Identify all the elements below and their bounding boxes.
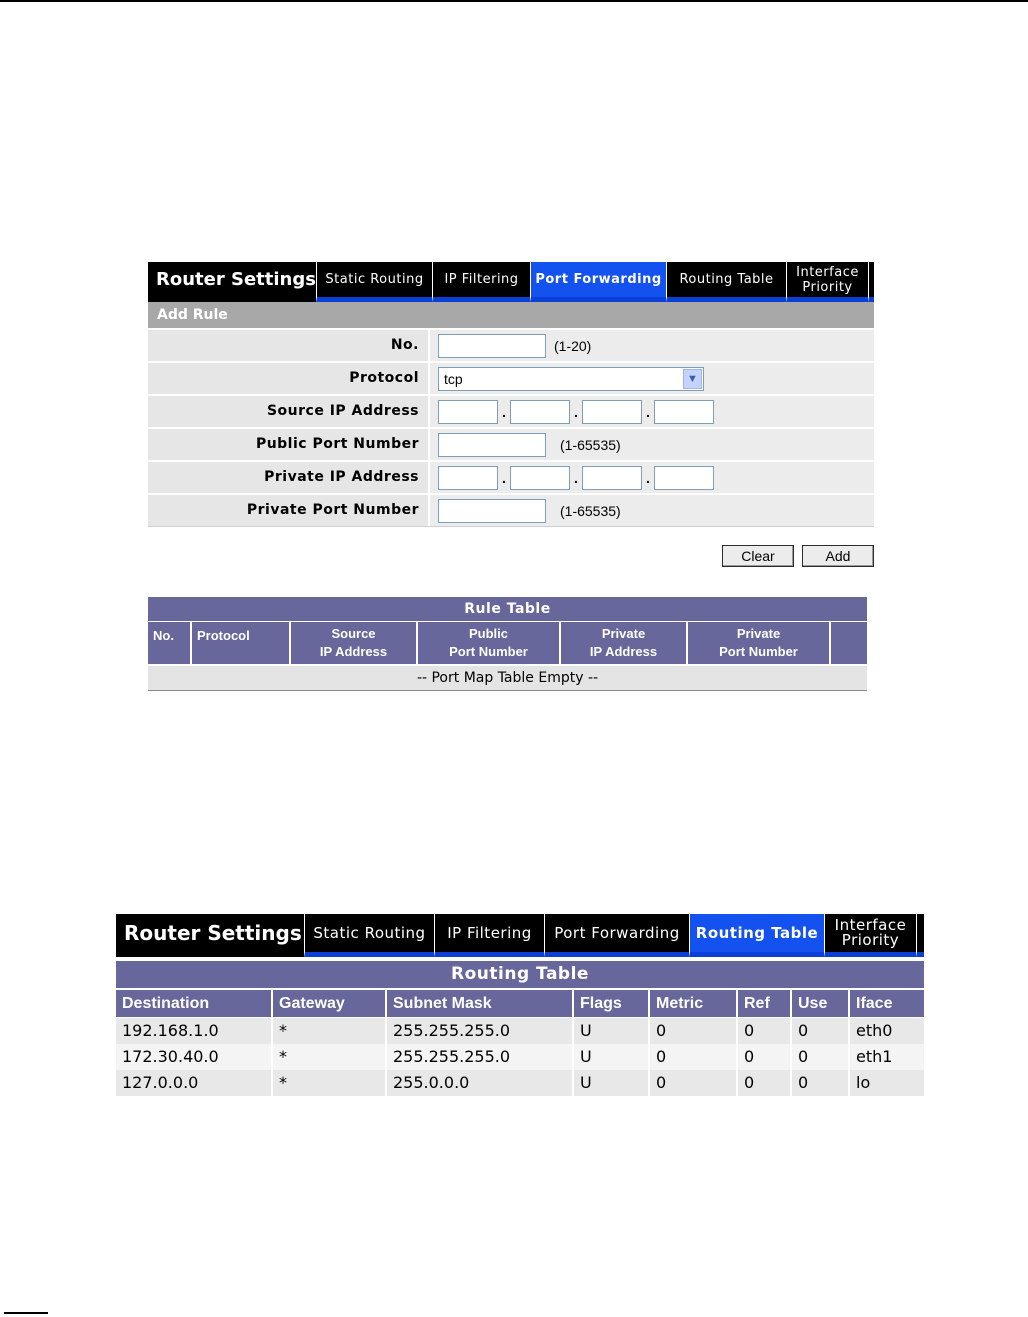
tab-routing-table[interactable]: Routing Table bbox=[689, 914, 824, 957]
public-port-input[interactable] bbox=[438, 433, 546, 457]
routing-table-title: Routing Table bbox=[116, 961, 924, 988]
tab-ip-filtering[interactable]: IP Filtering bbox=[432, 262, 530, 302]
private-ip-octet-2[interactable] bbox=[510, 466, 570, 490]
private-ip-value-cell bbox=[430, 462, 874, 493]
route-cell-subnet-mask: 255.0.0.0 bbox=[387, 1070, 572, 1096]
protocol-value-cell bbox=[430, 363, 874, 394]
route-col-destination: Destination bbox=[116, 990, 271, 1017]
footer-rule bbox=[4, 1312, 48, 1314]
no-value-cell bbox=[430, 330, 874, 361]
add-button[interactable]: Add bbox=[802, 545, 874, 567]
route-cell-use: 0 bbox=[792, 1018, 848, 1044]
source-ip-octet-3[interactable] bbox=[582, 400, 642, 424]
tab-interface-priority-line2: Priority bbox=[802, 279, 853, 295]
route-cell-gateway: * bbox=[273, 1044, 385, 1070]
private-ip-octet-4[interactable] bbox=[654, 466, 714, 490]
no-input[interactable] bbox=[438, 334, 546, 358]
tab-interface-priority-line2: Priority bbox=[841, 931, 900, 949]
tabbar-end bbox=[868, 262, 874, 302]
route-col-iface: Iface bbox=[850, 990, 924, 1017]
rule-col-private-port-line1: Private bbox=[736, 626, 781, 641]
source-ip-octet-2[interactable] bbox=[510, 400, 570, 424]
rule-table-empty-message: -- Port Map Table Empty -- bbox=[148, 666, 867, 691]
route-cell-destination: 172.30.40.0 bbox=[116, 1044, 271, 1070]
tab-ip-filtering[interactable]: IP Filtering bbox=[434, 914, 544, 957]
route-cell-use: 0 bbox=[792, 1070, 848, 1096]
ip-dot: . bbox=[646, 403, 650, 420]
tab-port-forwarding[interactable]: Port Forwarding bbox=[530, 262, 666, 302]
route-cell-gateway: * bbox=[273, 1018, 385, 1044]
route-cell-gateway: * bbox=[273, 1070, 385, 1096]
source-ip-octet-4[interactable] bbox=[654, 400, 714, 424]
route-cell-ref: 0 bbox=[738, 1070, 790, 1096]
ip-dot: . bbox=[574, 403, 578, 420]
route-cell-subnet-mask: 255.255.255.0 bbox=[387, 1018, 572, 1044]
rule-col-private-ip bbox=[561, 622, 686, 664]
rule-col-protocol: Protocol bbox=[192, 622, 289, 664]
route-col-ref: Ref bbox=[738, 990, 790, 1017]
add-rule-header: Add Rule bbox=[148, 302, 874, 328]
tab-interface-priority-line1: Interface bbox=[796, 264, 859, 280]
route-cell-flags: U bbox=[574, 1018, 648, 1044]
ip-dot: . bbox=[646, 469, 650, 486]
public-port-label: Public Port Number bbox=[148, 429, 428, 460]
add-rule-form bbox=[148, 328, 874, 527]
route-cell-metric: 0 bbox=[650, 1070, 736, 1096]
route-cell-iface: eth1 bbox=[850, 1044, 924, 1070]
table-row bbox=[116, 1018, 924, 1044]
route-cell-metric: 0 bbox=[650, 1044, 736, 1070]
route-cell-use: 0 bbox=[792, 1044, 848, 1070]
rule-col-private-ip-line1: Private bbox=[601, 626, 646, 641]
route-cell-iface: eth0 bbox=[850, 1018, 924, 1044]
source-ip-octet-1[interactable] bbox=[438, 400, 498, 424]
protocol-label: Protocol bbox=[148, 363, 428, 394]
tab-interface-priority[interactable] bbox=[824, 914, 916, 957]
no-label: No. bbox=[148, 330, 428, 361]
public-port-hint: (1-65535) bbox=[560, 436, 621, 453]
source-ip-value-cell bbox=[430, 396, 874, 427]
rule-col-source-ip-line1: Source bbox=[331, 626, 376, 641]
form-row-public-port bbox=[148, 427, 874, 460]
tab-routing-table[interactable]: Routing Table bbox=[666, 262, 786, 302]
source-ip-label: Source IP Address bbox=[148, 396, 428, 427]
clear-button[interactable]: Clear bbox=[722, 545, 794, 567]
route-cell-ref: 0 bbox=[738, 1018, 790, 1044]
private-ip-octet-3[interactable] bbox=[582, 466, 642, 490]
private-port-label: Private Port Number bbox=[148, 495, 428, 526]
router-settings-tabbar bbox=[148, 262, 874, 302]
rule-col-public-port-line1: Public bbox=[468, 626, 508, 641]
protocol-select[interactable] bbox=[438, 367, 704, 391]
rule-col-public-port bbox=[418, 622, 559, 664]
route-cell-iface: lo bbox=[850, 1070, 924, 1096]
route-col-subnet-mask: Subnet Mask bbox=[387, 990, 572, 1017]
rule-col-public-port-line2: Port Number bbox=[449, 644, 528, 659]
rule-col-source-ip-line2: IP Address bbox=[319, 644, 388, 659]
tab-interface-priority[interactable] bbox=[786, 262, 868, 302]
ip-dot: . bbox=[502, 469, 506, 486]
route-cell-flags: U bbox=[574, 1070, 648, 1096]
rule-col-private-port bbox=[688, 622, 829, 664]
ip-dot: . bbox=[502, 403, 506, 420]
route-cell-destination: 127.0.0.0 bbox=[116, 1070, 271, 1096]
route-cell-flags: U bbox=[574, 1044, 648, 1070]
routing-table bbox=[116, 990, 924, 1096]
rule-col-source-ip bbox=[291, 622, 416, 664]
tab-port-forwarding[interactable]: Port Forwarding bbox=[544, 914, 689, 957]
router-settings-title: Router Settings bbox=[116, 914, 304, 957]
route-cell-metric: 0 bbox=[650, 1018, 736, 1044]
route-cell-destination: 192.168.1.0 bbox=[116, 1018, 271, 1044]
route-col-use: Use bbox=[792, 990, 848, 1017]
route-col-gateway: Gateway bbox=[273, 990, 385, 1017]
protocol-selected-value: tcp bbox=[444, 370, 463, 387]
private-port-input[interactable] bbox=[438, 499, 546, 523]
form-row-no bbox=[148, 328, 874, 361]
private-port-value-cell bbox=[430, 495, 874, 526]
rule-table-title: Rule Table bbox=[148, 597, 867, 621]
tabbar-end bbox=[916, 914, 924, 957]
chevron-down-icon[interactable]: ▼ bbox=[683, 369, 702, 389]
form-row-protocol bbox=[148, 361, 874, 394]
table-row bbox=[116, 1044, 924, 1070]
rule-col-no: No. bbox=[148, 622, 190, 664]
form-row-source-ip bbox=[148, 394, 874, 427]
routing-table-header bbox=[116, 990, 924, 1017]
top-rule bbox=[0, 0, 1028, 2]
private-port-hint: (1-65535) bbox=[560, 502, 621, 519]
rule-table-header bbox=[148, 622, 867, 664]
no-hint: (1-20) bbox=[554, 337, 592, 354]
table-row bbox=[116, 1070, 924, 1096]
form-row-private-ip bbox=[148, 460, 874, 493]
private-ip-label: Private IP Address bbox=[148, 462, 428, 493]
rule-col-action bbox=[831, 622, 867, 664]
private-ip-octet-1[interactable] bbox=[438, 466, 498, 490]
tab-static-routing[interactable]: Static Routing bbox=[316, 262, 432, 302]
form-row-private-port bbox=[148, 493, 874, 526]
tab-static-routing[interactable]: Static Routing bbox=[304, 914, 434, 957]
rule-col-private-port-line2: Port Number bbox=[719, 644, 798, 659]
router-settings-tabbar bbox=[116, 914, 924, 957]
rule-col-private-ip-line2: IP Address bbox=[589, 644, 658, 659]
route-col-flags: Flags bbox=[574, 990, 648, 1017]
route-cell-ref: 0 bbox=[738, 1044, 790, 1070]
ip-dot: . bbox=[574, 469, 578, 486]
public-port-value-cell bbox=[430, 429, 874, 460]
router-settings-title: Router Settings bbox=[148, 262, 316, 302]
route-cell-subnet-mask: 255.255.255.0 bbox=[387, 1044, 572, 1070]
route-col-metric: Metric bbox=[650, 990, 736, 1017]
tab-interface-priority-line1: Interface bbox=[834, 916, 907, 934]
